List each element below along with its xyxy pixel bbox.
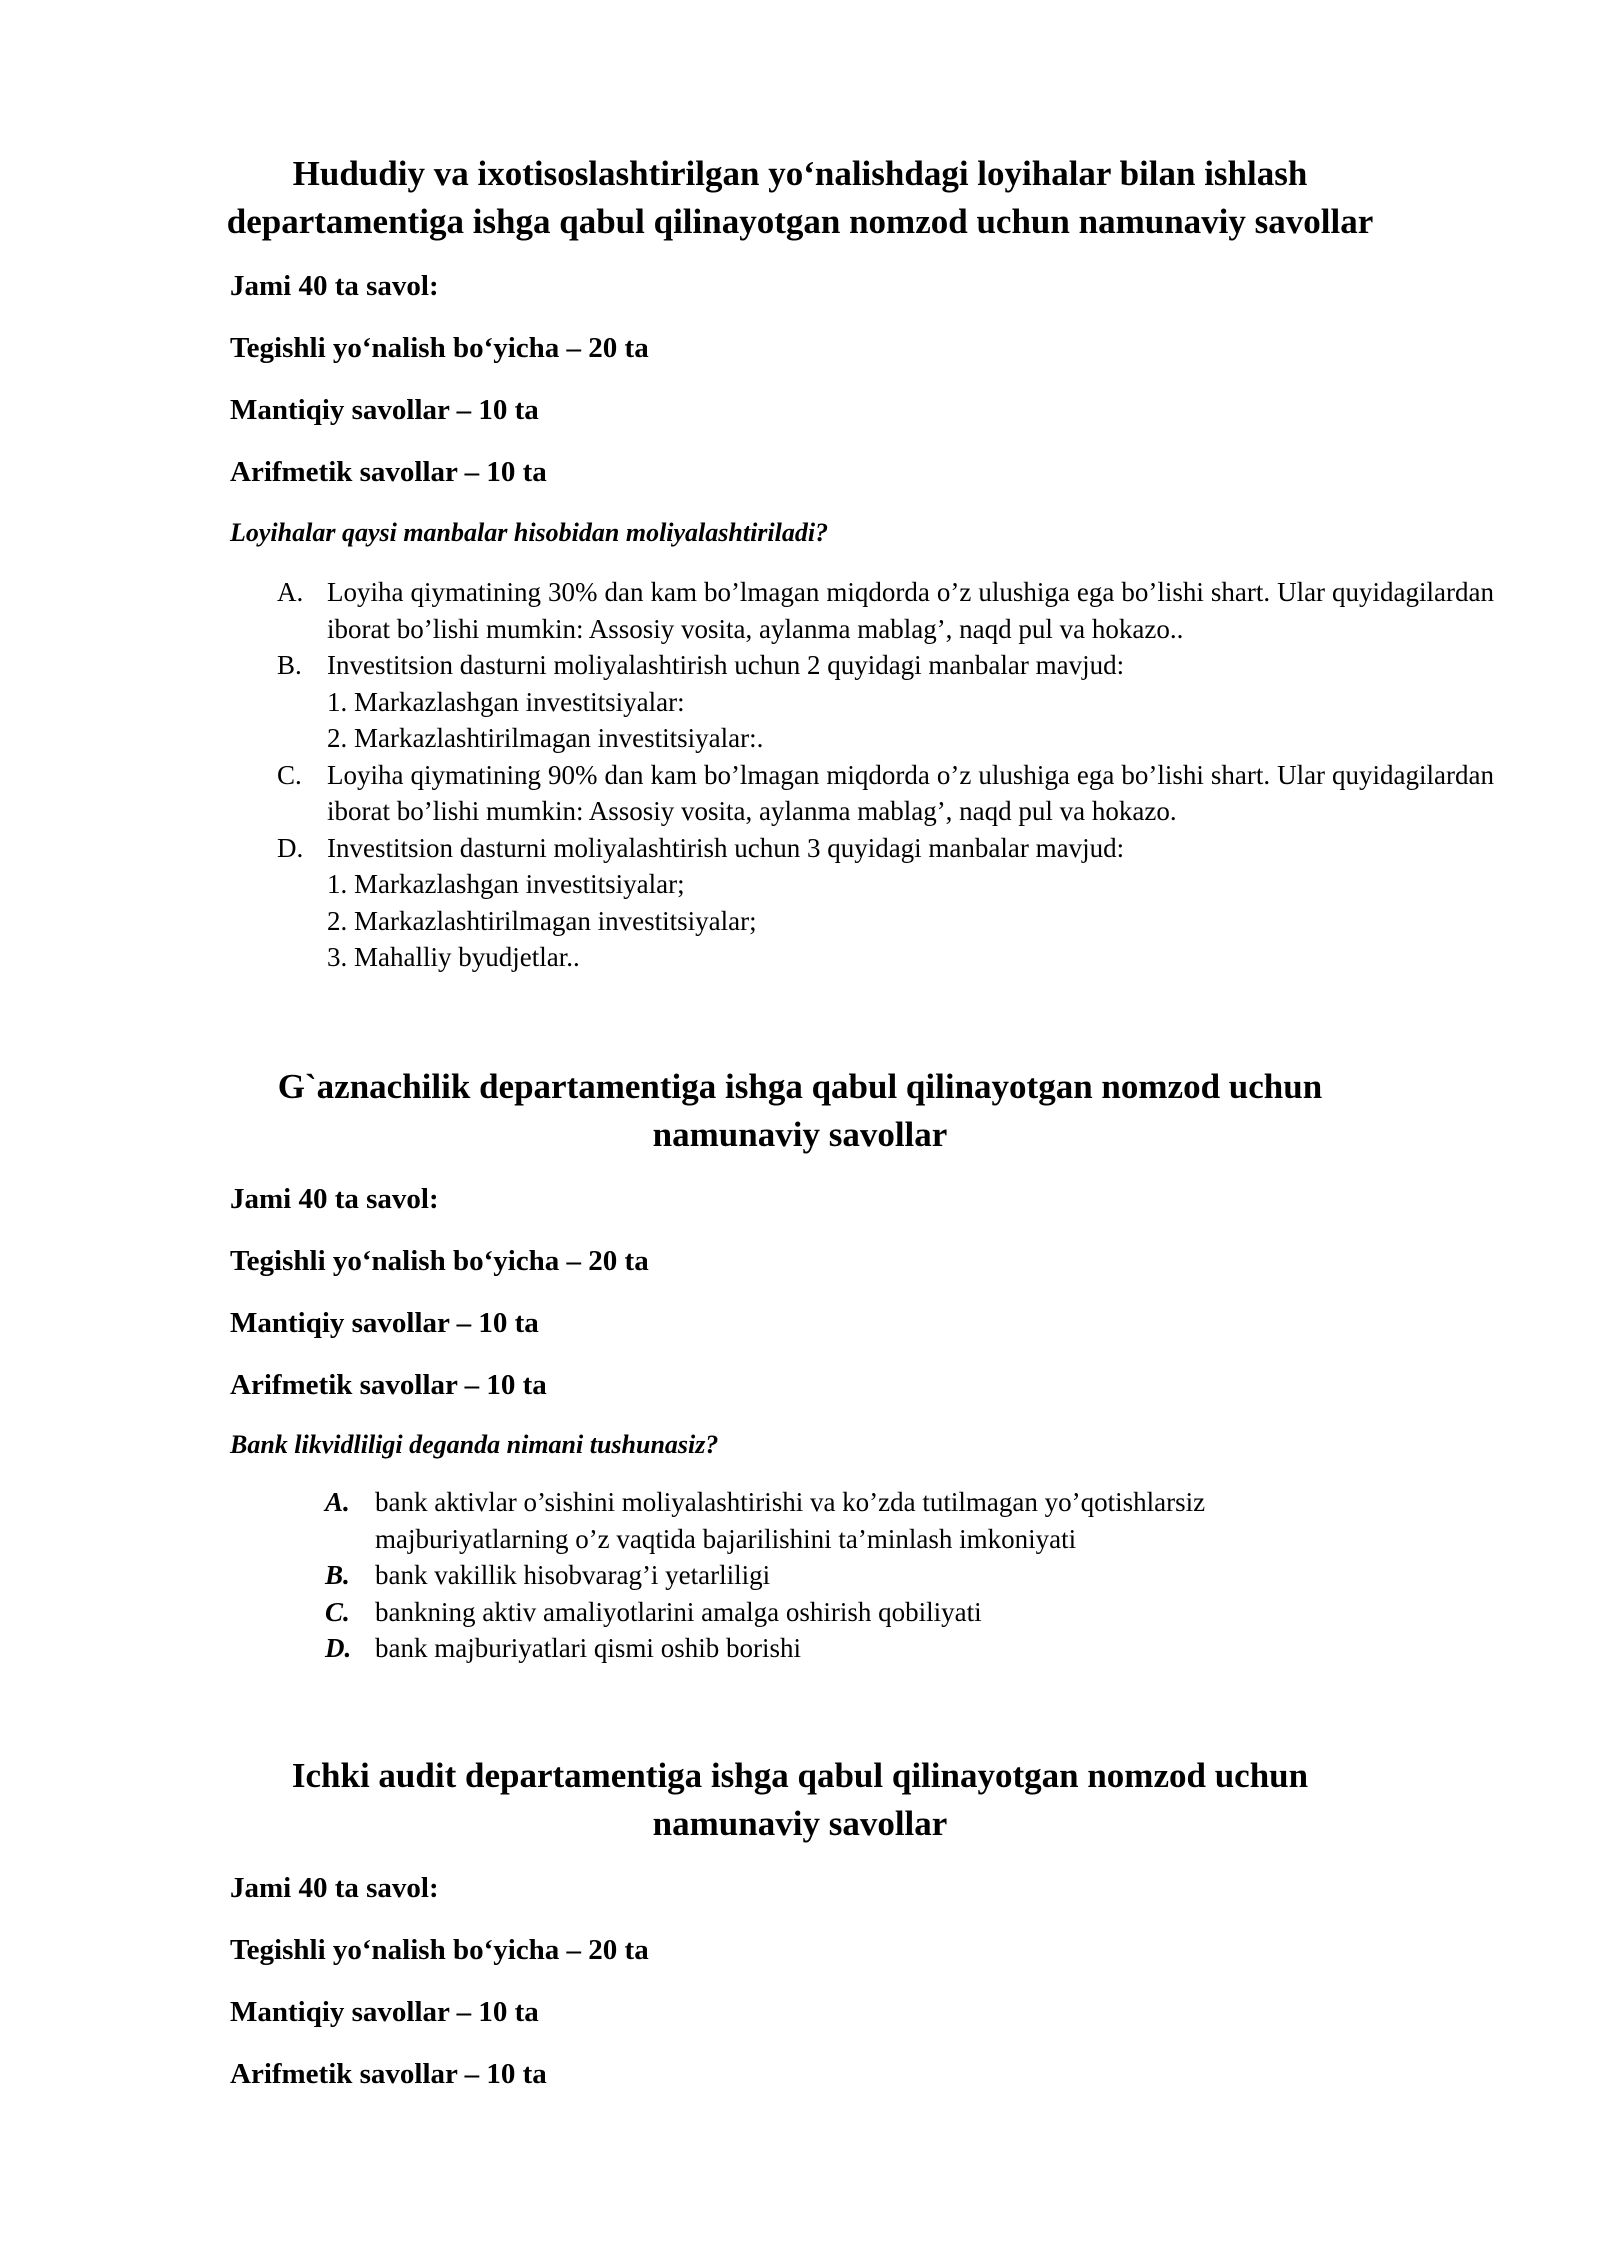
option-b xyxy=(0,1557,1600,1594)
section-treasury-department xyxy=(0,1063,1600,1159)
option-text: bank aktivlar o’sishini moliyalashtirishi va ko’zda tutilmagan yo’qotishlarsiz xyxy=(375,1487,1206,1517)
option-subitem: 3. Mahalliy byudjetlar.. xyxy=(327,942,580,972)
title-line-2: namunaviy savollar xyxy=(652,1804,948,1843)
option-letter: C. xyxy=(277,759,302,790)
specialty-questions: Tegishli yo‘nalish bo‘yicha – 20 ta xyxy=(230,1245,649,1277)
option-b xyxy=(0,647,1600,757)
option-subitem: 2. Markazlashtirilmagan investitsiyalar:. xyxy=(327,723,764,753)
section-project-department xyxy=(0,150,1600,246)
answer-options xyxy=(0,1484,1600,1667)
option-letter: A. xyxy=(277,577,304,607)
option-text: bank majburiyatlari qismi oshib borishi xyxy=(375,1633,801,1663)
section-title xyxy=(0,1063,1600,1159)
option-subitem: 1. Markazlashgan investitsiyalar; xyxy=(327,869,685,899)
answer-options xyxy=(0,574,1600,976)
option-letter: B. xyxy=(277,650,302,680)
option-d xyxy=(0,830,1600,976)
option-d xyxy=(0,1630,1600,1667)
option-letter: B. xyxy=(325,1560,350,1590)
option-c xyxy=(0,757,1600,830)
arithmetic-questions: Arifmetik savollar – 10 ta xyxy=(230,1369,547,1401)
option-subitem: 1. Markazlashgan investitsiyalar: xyxy=(327,686,685,717)
section-internal-audit-department xyxy=(0,1752,1600,1848)
option-a xyxy=(0,1484,1600,1557)
sample-question: Bank likvidliligi deganda nimani tushunasiz? xyxy=(230,1430,719,1459)
section-title xyxy=(0,1752,1600,1848)
option-a xyxy=(0,574,1600,647)
title-line-2: namunaviy savollar xyxy=(652,1115,948,1154)
total-questions: Jami 40 ta savol: xyxy=(230,1183,439,1215)
title-line-1: Ichki audit departamentiga ishga qabul qilinayotgan nomzod uchun xyxy=(291,1756,1309,1795)
option-text: Loyiha qiymatining 30% dan kam bo’lmagan miqdorda o’z ulushiga ega bo’lishi shart. Ular quyidagilardan iborat bo’lishi mumkin: Assosiy vosita, aylanma mablag’, naqd pul va hokazo.. xyxy=(327,577,1494,644)
specialty-questions: Tegishli yo‘nalish bo‘yicha – 20 ta xyxy=(230,1934,649,1966)
option-text-continued: majburiyatlarning o’z vaqtida bajarilishini ta’minlash imkoniyati xyxy=(375,1523,1077,1554)
logic-questions: Mantiqiy savollar – 10 ta xyxy=(230,1307,539,1339)
section-title xyxy=(0,150,1600,246)
option-text: bankning aktiv amaliyotlarini amalga oshirish qobiliyati xyxy=(375,1596,982,1627)
total-questions: Jami 40 ta savol: xyxy=(230,1872,439,1904)
arithmetic-questions: Arifmetik savollar – 10 ta xyxy=(230,2058,547,2090)
option-letter: A. xyxy=(325,1487,350,1517)
title-line-1: G`aznachilik departamentiga ishga qabul qilinayotgan nomzod uchun xyxy=(277,1067,1323,1106)
sample-question: Loyihalar qaysi manbalar hisobidan moliyalashtiriladi? xyxy=(230,518,829,547)
option-text: Loyiha qiymatining 90% dan kam bo’lmagan miqdorda o’z ulushiga ega bo’lishi shart. Ular quyidagilardan iborat bo’lishi mumkin: Assosiy vosita, aylanma mablag’, naqd pul va hokazo. xyxy=(327,759,1494,826)
title-line-1: Hududiy va ixotisoslashtirilgan yo‘nalishdagi loyihalar bilan ishlash xyxy=(292,154,1308,193)
total-questions: Jami 40 ta savol: xyxy=(230,270,439,302)
option-letter: D. xyxy=(277,832,304,863)
logic-questions: Mantiqiy savollar – 10 ta xyxy=(230,1996,539,2028)
option-text: Investitsion dasturni moliyalashtirish uchun 3 quyidagi manbalar mavjud: xyxy=(327,832,1125,863)
title-line-2: departamentiga ishga qabul qilinayotgan nomzod uchun namunaviy savollar xyxy=(226,202,1374,241)
logic-questions: Mantiqiy savollar – 10 ta xyxy=(230,394,539,426)
option-text: bank vakillik hisobvarag’i yetarliligi xyxy=(375,1560,771,1590)
option-subitem: 2. Markazlashtirilmagan investitsiyalar; xyxy=(327,905,757,936)
option-letter: D. xyxy=(325,1633,352,1663)
arithmetic-questions: Arifmetik savollar – 10 ta xyxy=(230,456,547,488)
specialty-questions: Tegishli yo‘nalish bo‘yicha – 20 ta xyxy=(230,332,649,364)
option-text: Investitsion dasturni moliyalashtirish uchun 2 quyidagi manbalar mavjud: xyxy=(327,650,1125,680)
option-c xyxy=(0,1594,1600,1631)
option-letter: C. xyxy=(325,1596,350,1627)
